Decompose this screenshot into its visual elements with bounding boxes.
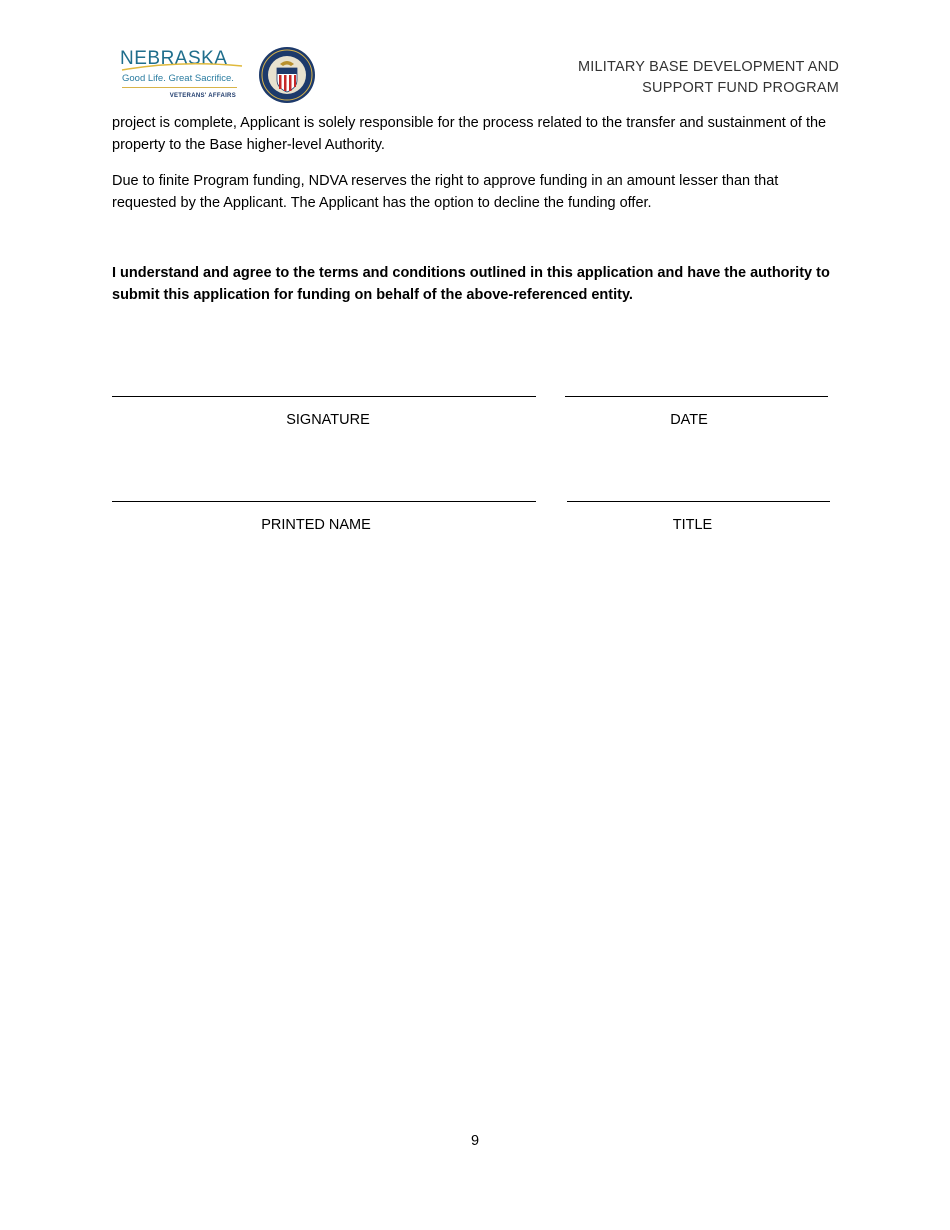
printed-name-label: PRINTED NAME <box>261 517 371 533</box>
program-title-line2: SUPPORT FUND PROGRAM <box>642 80 839 96</box>
logo-department: VETERANS' AFFAIRS <box>169 93 236 99</box>
program-title <box>578 57 839 99</box>
logo-swoosh-icon <box>120 62 244 72</box>
signature-line[interactable] <box>112 396 536 397</box>
signature-label: SIGNATURE <box>286 412 370 428</box>
date-line[interactable] <box>565 396 828 397</box>
program-title-line1: MILITARY BASE DEVELOPMENT AND <box>578 59 839 75</box>
logo-tagline: Good Life. Great Sacrifice. <box>122 73 234 84</box>
printed-name-line[interactable] <box>112 501 536 502</box>
paragraph-funding-reservation: Due to finite Program funding, NDVA reserves the right to approve funding in an amount lesser than that requested by the Applicant. The Applicant has the option to decline the funding offer. <box>112 173 779 211</box>
logo-wordmark: NEBRASKA <box>120 48 228 69</box>
logo-divider <box>122 87 237 88</box>
title-line[interactable] <box>567 501 830 502</box>
veterans-affairs-seal-icon <box>258 46 316 104</box>
title-label: TITLE <box>672 517 713 533</box>
nebraska-veterans-logo <box>120 46 244 106</box>
agreement-statement: I understand and agree to the terms and conditions outlined in this application and have the authority to submit this application for funding on behalf of the above-referenced entity. <box>112 265 830 303</box>
page-number: 9 <box>470 1133 480 1149</box>
date-label: DATE <box>670 412 708 428</box>
paragraph-transfer-responsibility: project is complete, Applicant is solely responsible for the process related to the transfer and sustainment of the property to the Base higher-level Authority. <box>112 115 827 153</box>
